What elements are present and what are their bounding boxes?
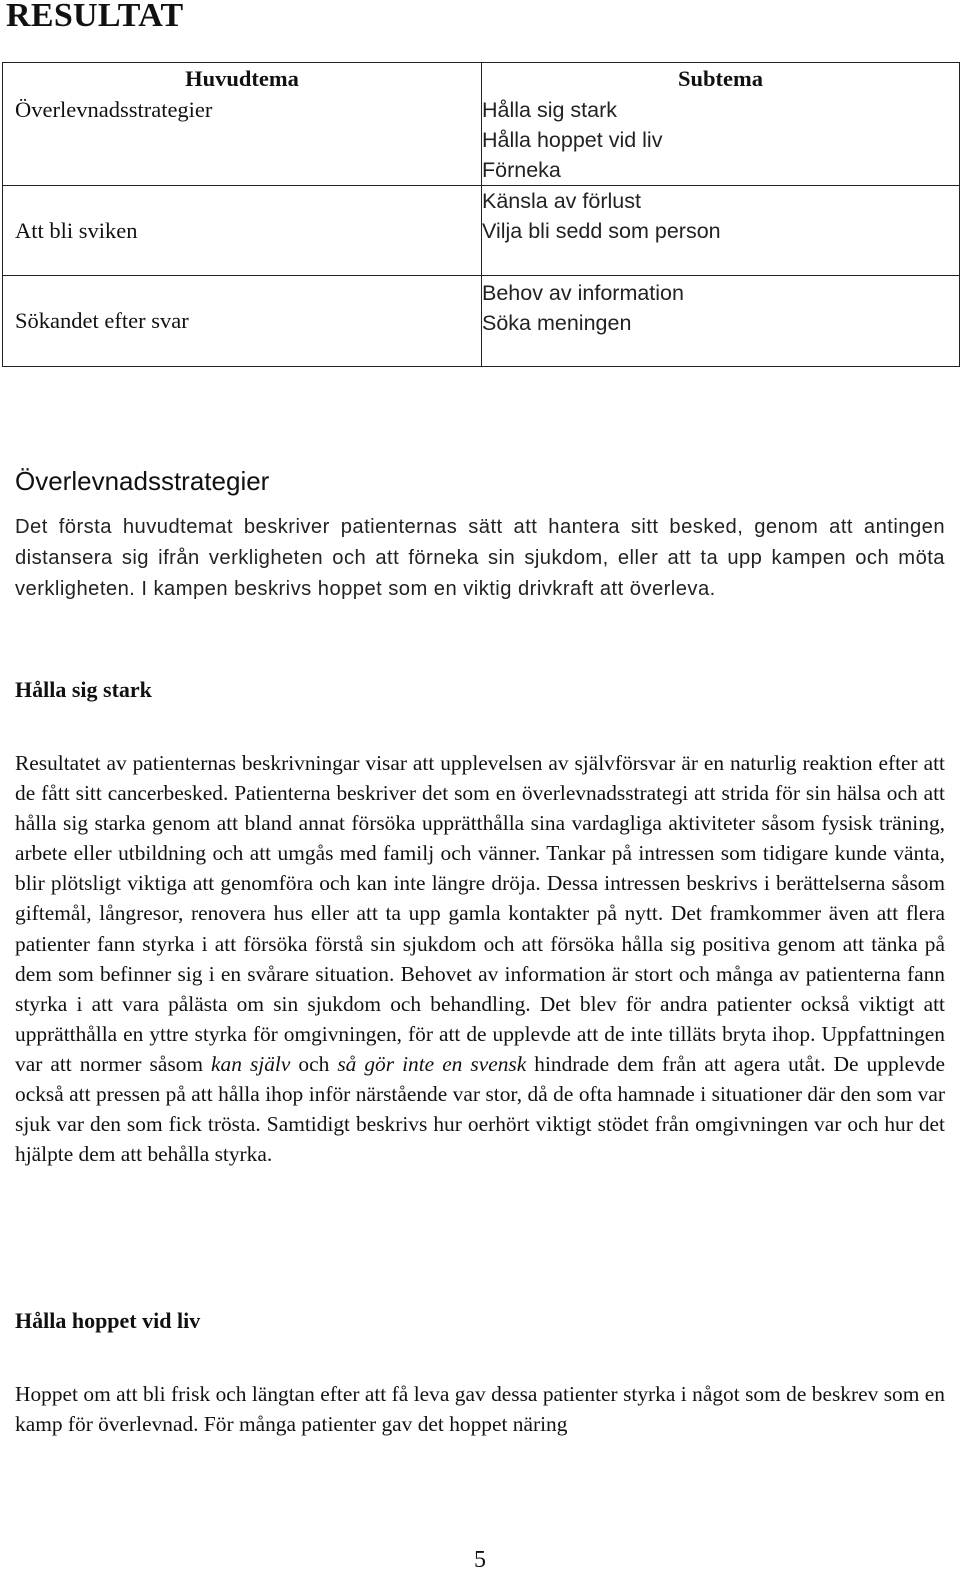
table-row xyxy=(3,276,960,367)
paragraph-text: hindrade dem från att agera utåt. De upplevde också att pressen på att hålla ihop inför närstående var stor, då de ofta hamnade i situationer där den som var sjuk var den som fick trösta. Samtidigt beskrivs hur oerhört viktigt stödet från omgivningen var och hur det hjälpte dem att behålla styrka. xyxy=(15,1051,945,1167)
subheading-halla-hoppet: Hålla hoppet vid liv xyxy=(15,1308,201,1333)
column-header-huvudtema: Huvudtema xyxy=(185,66,299,91)
subtheme-item: Förneka xyxy=(482,158,561,182)
subtheme-item: Behov av information xyxy=(482,281,684,305)
main-theme: Att bli sviken xyxy=(15,218,138,243)
main-theme: Överlevnadsstrategier xyxy=(15,97,213,122)
subtheme-list xyxy=(482,186,959,246)
main-theme: Sökandet efter svar xyxy=(15,308,189,333)
page-title: RESULTAT xyxy=(6,0,184,34)
intro-paragraph: Det första huvudtemat beskriver patienternas sätt att hantera sitt besked, genom att antingen distansera sig ifrån verkligheten och att förneka sin sjukdom, eller att ta upp kampen och möta verkligheten. I kampen beskrivs hoppet som en viktig drivkraft att överleva. xyxy=(15,516,945,600)
subheading-halla-sig-stark: Hålla sig stark xyxy=(15,677,152,702)
subtheme-item: Känsla av förlust xyxy=(482,189,641,213)
table-cell-sub xyxy=(482,186,960,276)
theme-table xyxy=(2,62,960,367)
table-row xyxy=(3,186,960,276)
subtheme-item: Söka meningen xyxy=(482,311,632,335)
page-number: 5 xyxy=(474,1547,486,1573)
body-paragraph xyxy=(15,748,945,1169)
subtheme-list xyxy=(482,276,959,338)
table-row xyxy=(3,63,960,186)
table-cell-sub xyxy=(482,63,960,186)
table-cell-main xyxy=(3,63,482,186)
paragraph-text: Resultatet av patienternas beskrivningar visar att upplevelsen av självförsvar är en naturlig reaktion efter att de fått sitt cancerbesked. Patienterna beskriver det som en överlevnadsstrategi att strida för sin hälsa och att hålla sig starka genom att bland annat försöka upprätthålla sina vardagliga aktiviteter såsom fysisk träning, arbete eller utbildning och att umgås med familj och vänner. Tankar på intressen som tidigare kunde vänta, blir plötsligt viktiga att genomföra och kan inte längre dröja. Dessa intressen beskrivs i berättelserna såsom giftemål, långresor, renovera hus eller att ta upp gamla kontakter på nytt. Det framkommer även att flera patienter fann styrka i att försöka förstå sin sjukdom och att försöka hålla sig positiva genom att tänka på dem som befinner sig i en svårare situation. Behovet av information är stort och många av patienterna fann styrka i att vara pålästa om sin sjukdom och behandling. Det blev för andra patienter också viktigt att upprätthålla en yttre styrka för omgivningen, för att de upplevde att de inte tilläts bryta ihop. Uppfattningen var att normer såsom xyxy=(15,751,945,1076)
column-header-subtema: Subtema xyxy=(677,66,763,91)
subtheme-item: Hålla sig stark xyxy=(482,98,618,122)
italic-phrase: så gör inte en svensk xyxy=(337,1051,527,1076)
section-heading: Överlevnadsstrategier xyxy=(15,466,270,496)
table-cell-main xyxy=(3,276,482,367)
body-paragraph: Hoppet om att bli frisk och längtan efter att få leva gav dessa patienter styrka i något som de beskrev som en kamp för överlevnad. För många patienter gav det hoppet näring xyxy=(15,1382,945,1437)
subtheme-item: Hålla hoppet vid liv xyxy=(482,128,663,152)
table-cell-main xyxy=(3,186,482,276)
subtheme-list xyxy=(482,95,959,185)
table-cell-sub xyxy=(482,276,960,367)
subtheme-item: Vilja bli sedd som person xyxy=(482,219,721,243)
italic-phrase: kan själv xyxy=(211,1051,291,1076)
paragraph-text: och xyxy=(298,1051,330,1076)
